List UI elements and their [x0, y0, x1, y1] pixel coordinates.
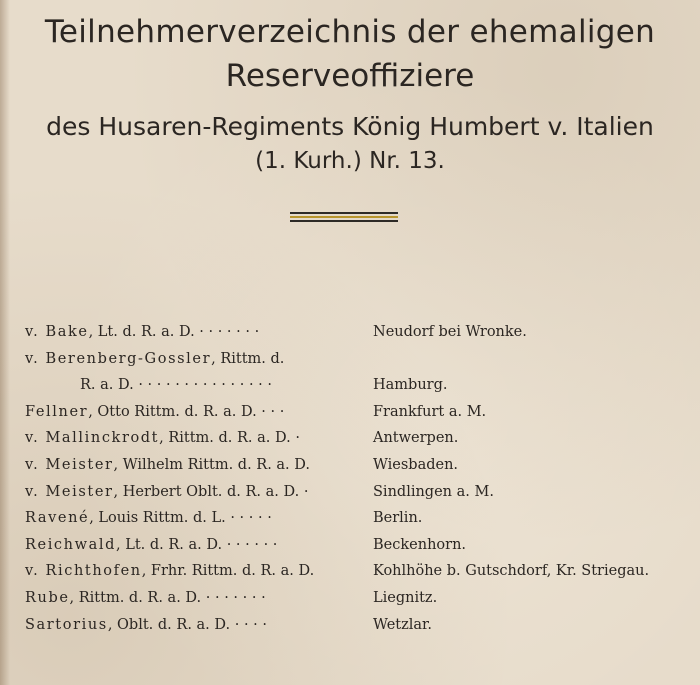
- list-item: [25, 563, 695, 590]
- entry-place: Beckenhorn.: [373, 536, 467, 553]
- entry-place: Wiesbaden.: [373, 456, 459, 473]
- entry-name: [25, 484, 308, 500]
- entry-surname: Reichwald: [25, 536, 116, 553]
- entry-place: Wetzlar.: [373, 616, 432, 633]
- entry-surname: v. Bake: [25, 324, 89, 340]
- list-item: [25, 324, 695, 351]
- participant-list: [25, 324, 695, 643]
- entry-place: Liegnitz.: [373, 589, 438, 606]
- entry-place: Neudorf bei Wronke.: [373, 324, 527, 340]
- entry-rank: , Lt. d. R. a. D.: [115, 536, 223, 553]
- entry-rank: , Wilhelm Rittm. d. R. a. D.: [113, 456, 310, 473]
- leader-dots: ·: [290, 430, 300, 447]
- list-item: [25, 617, 695, 644]
- entry-rank: , Rittm. d. R. a. D.: [159, 430, 291, 447]
- entry-place: Kohlhöhe b. Gutschdorf, Kr. Striegau.: [373, 563, 650, 580]
- entry-name: [25, 590, 266, 606]
- entry-surname: Sartorius: [25, 616, 108, 633]
- leader-dots: · · · · ·: [225, 510, 272, 527]
- title-line-2: Reserveoffiziere: [225, 58, 475, 94]
- entry-name: [25, 563, 314, 579]
- entry-surname: v. Berenberg-Gossler: [25, 350, 212, 367]
- list-item: [25, 430, 695, 457]
- entry-name: [25, 510, 272, 526]
- entry-place: Berlin.: [373, 510, 423, 527]
- list-item: [25, 590, 695, 617]
- entry-rank: , Rittm. d.: [211, 350, 285, 367]
- entry-rank: , Frhr. Rittm. d. R. a. D.: [141, 563, 315, 580]
- divider-rule-top: [290, 212, 398, 214]
- page-edge-shadow: [0, 0, 10, 685]
- title-line-1: Teilnehmerverzeichnis der ehemaligen: [44, 14, 656, 50]
- leader-dots: · · ·: [256, 403, 285, 420]
- entry-surname: Fellner: [25, 403, 89, 420]
- leader-dots: · · · · · ·: [222, 536, 278, 553]
- leader-dots: · · · · · · ·: [201, 589, 266, 606]
- entry-place: Antwerpen.: [373, 430, 459, 447]
- list-item: [25, 351, 695, 378]
- list-item: [25, 510, 695, 537]
- entry-rank: , Oblt. d. R. a. D.: [107, 616, 231, 633]
- entry-place: Hamburg.: [373, 377, 448, 394]
- entry-surname: v. Meister: [25, 483, 114, 500]
- entry-rank: , Herbert Oblt. d. R. a. D.: [113, 483, 300, 500]
- entry-surname: Ravené: [25, 510, 90, 527]
- entry-rank: , Lt. d. R. a. D.: [88, 324, 195, 340]
- entry-place: Frankfurt a. M.: [373, 403, 487, 420]
- entry-surname: v. Mallinckrodt: [25, 430, 160, 447]
- entry-name: [25, 404, 284, 420]
- entry-name: [25, 537, 277, 553]
- entry-surname: v. Richthofen: [25, 563, 142, 580]
- list-item: [25, 404, 695, 431]
- entry-name: [25, 324, 259, 340]
- entry-surname: v. Meister: [25, 456, 114, 473]
- entry-surname: Rube: [25, 589, 70, 606]
- leader-dots: · · · · · · ·: [194, 324, 260, 340]
- divider-rule-gold: [290, 216, 398, 218]
- leader-dots: · · · ·: [230, 616, 267, 633]
- entry-name: [25, 617, 267, 633]
- subtitle-line-1: des Husaren-Regiments König Humbert v. Italien: [46, 112, 654, 141]
- subtitle-line-2: (1. Kurh.) Nr. 13.: [255, 148, 445, 174]
- entry-rank: , Rittm. d. R. a. D.: [69, 589, 202, 606]
- entry-name: [80, 377, 272, 393]
- entry-name: [25, 430, 300, 446]
- entry-rank: , Louis Rittm. d. L.: [89, 510, 226, 527]
- entry-name: [25, 457, 310, 473]
- leader-dots: ·: [299, 483, 309, 500]
- entry-rank: , Otto Rittm. d. R. a. D.: [88, 403, 257, 420]
- divider-rule-bottom: [290, 220, 398, 222]
- list-item: [25, 484, 695, 511]
- list-item: [25, 377, 695, 404]
- entry-name: [25, 351, 284, 367]
- ornamental-divider: [290, 212, 398, 222]
- entry-rank: R. a. D.: [80, 377, 134, 394]
- entry-place: Sindlingen a. M.: [373, 483, 494, 500]
- list-item: [25, 457, 695, 484]
- list-item: [25, 537, 695, 564]
- leader-dots: · · · · · · · · · · · · · · ·: [133, 377, 272, 394]
